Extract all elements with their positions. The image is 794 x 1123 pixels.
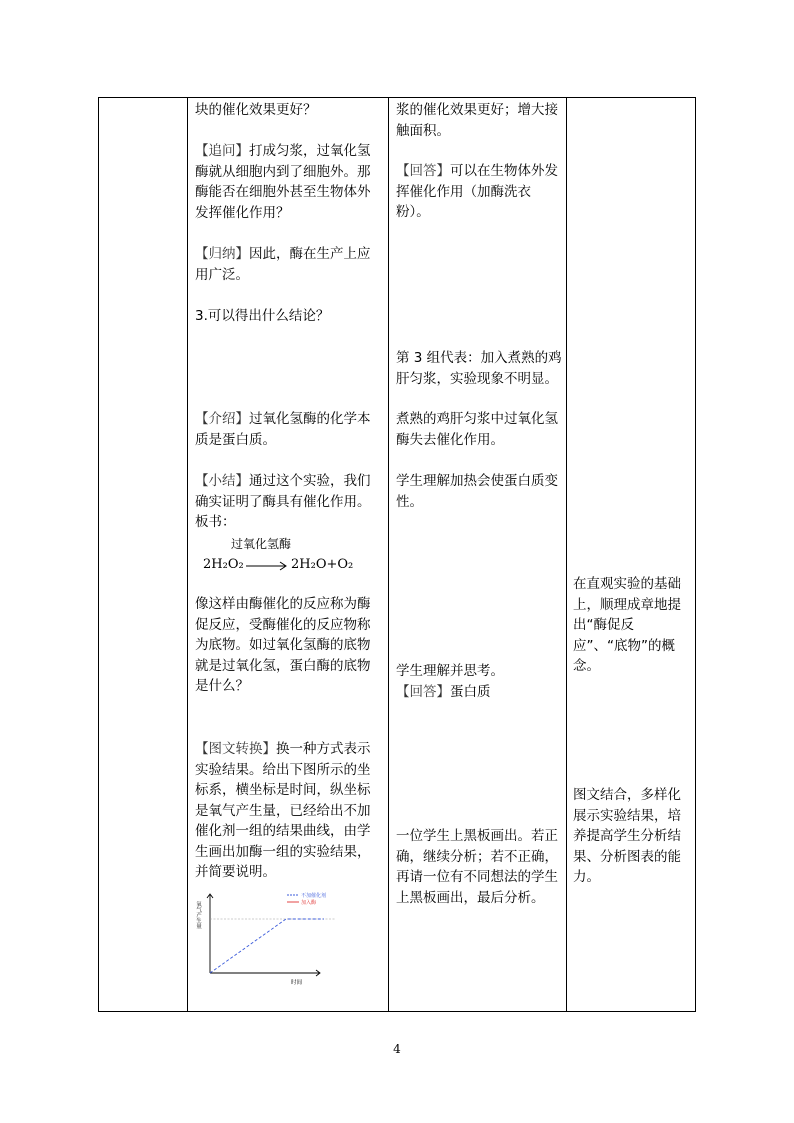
followup-text: 打成匀浆，过氧化氢酶就从细胞内到了细胞外。那酶能否在细胞外甚至生物体外发挥催化作用？ (195, 143, 371, 221)
denature-para: 学生理解加热会使蛋白质变性。 (396, 473, 558, 510)
followup-tag: 【追问】 (195, 143, 249, 159)
summary-text: 因此，酶在生产上应用广泛。 (195, 246, 371, 283)
summary-para (195, 244, 381, 285)
page-number: 4 (393, 1042, 401, 1056)
group3-conclusion: 煮熟的鸡肝匀浆中过氧化氢酶失去催化作用。 (396, 411, 558, 448)
student-activity-cell (389, 98, 567, 1012)
board-draw-para: 一位学生上黑板画出。若正确，继续分析；若不正确，再请一位有不同想法的学生上黑板画出，最后分析。 (396, 828, 558, 906)
answer2-text: 蛋白质 (450, 684, 491, 700)
intro-text: 过氧化氢酶的化学本质是蛋白质。 (195, 411, 371, 448)
convert-text: 换一种方式表示实验结果。给出下图所示的坐标系，横坐标是时间，纵坐标是氧气产生量，已经给出不加催化剂一组的结果曲线，由学生画出加酶一组的实验结果，并简要说明。 (195, 741, 371, 880)
legend-label-no-catalyst: 不加催化剂 (301, 893, 327, 899)
equation-left: 2H₂O₂ (203, 557, 244, 572)
substrate-para: 像这样由酶催化的反应称为酶促反应，受酶催化的反应物称为底物。如过氧化氢酶的底物就是过氧化氢，蛋白酶的底物是什么？ (195, 596, 371, 694)
x-axis-label: 时间 (291, 980, 303, 986)
oxygen-time-chart (195, 891, 327, 987)
teacher-activity-cell (188, 98, 389, 1012)
answer2-para (396, 682, 562, 703)
followup-para (195, 141, 381, 223)
equation-right: 2H₂O+O₂ (291, 557, 354, 572)
convert-para (195, 739, 381, 883)
answer-para (396, 161, 562, 223)
answer2-tag: 【回答】 (396, 684, 450, 700)
legend-label-enzyme: 加入酶 (301, 900, 317, 906)
series-no-catalyst-line (210, 919, 324, 973)
answer-text: 可以在生物体外发挥催化作用（加酶洗衣粉）。 (396, 163, 558, 220)
think-para: 学生理解并思考。 (396, 663, 504, 679)
convert-tag: 【图文转换】 (195, 741, 276, 757)
reaction-arrow-icon (245, 560, 289, 572)
recap-tag: 【小结】 (195, 473, 249, 489)
design-intent-cell (567, 98, 696, 1012)
empty-left-cell (99, 98, 188, 1012)
lesson-table (98, 97, 696, 1012)
student-continuation: 浆的催化效果更好；增大接触面积。 (396, 102, 558, 139)
answer-tag: 【回答】 (396, 163, 450, 179)
group3-para: 第 3 组代表：加入煮熟的鸡肝匀浆，实验现象不明显。 (396, 350, 562, 387)
recap-para (195, 471, 381, 512)
y-axis-label: 氧气产生量 (195, 901, 201, 929)
intro-para (195, 409, 381, 450)
intent-concept: 在直观实验的基础上，顺理成章地提出“酶促反应”、“底物”的概念。 (573, 576, 681, 674)
recap-text: 通过这个实验，我们确实证明了酶具有催化作用。 (195, 473, 371, 510)
intent-graph: 图文结合，多样化展示实验结果，培养提高学生分析结果、分析图表的能力。 (573, 787, 681, 885)
summary-tag: 【归纳】 (195, 246, 249, 262)
question-continuation: 块的催化效果更好？ (195, 102, 317, 118)
board-label: 板书： (195, 514, 236, 530)
question-3: 3.可以得出什么结论？ (195, 308, 330, 324)
equation-catalyst: 过氧化氢酶 (231, 537, 292, 551)
intro-tag: 【介绍】 (195, 411, 249, 427)
